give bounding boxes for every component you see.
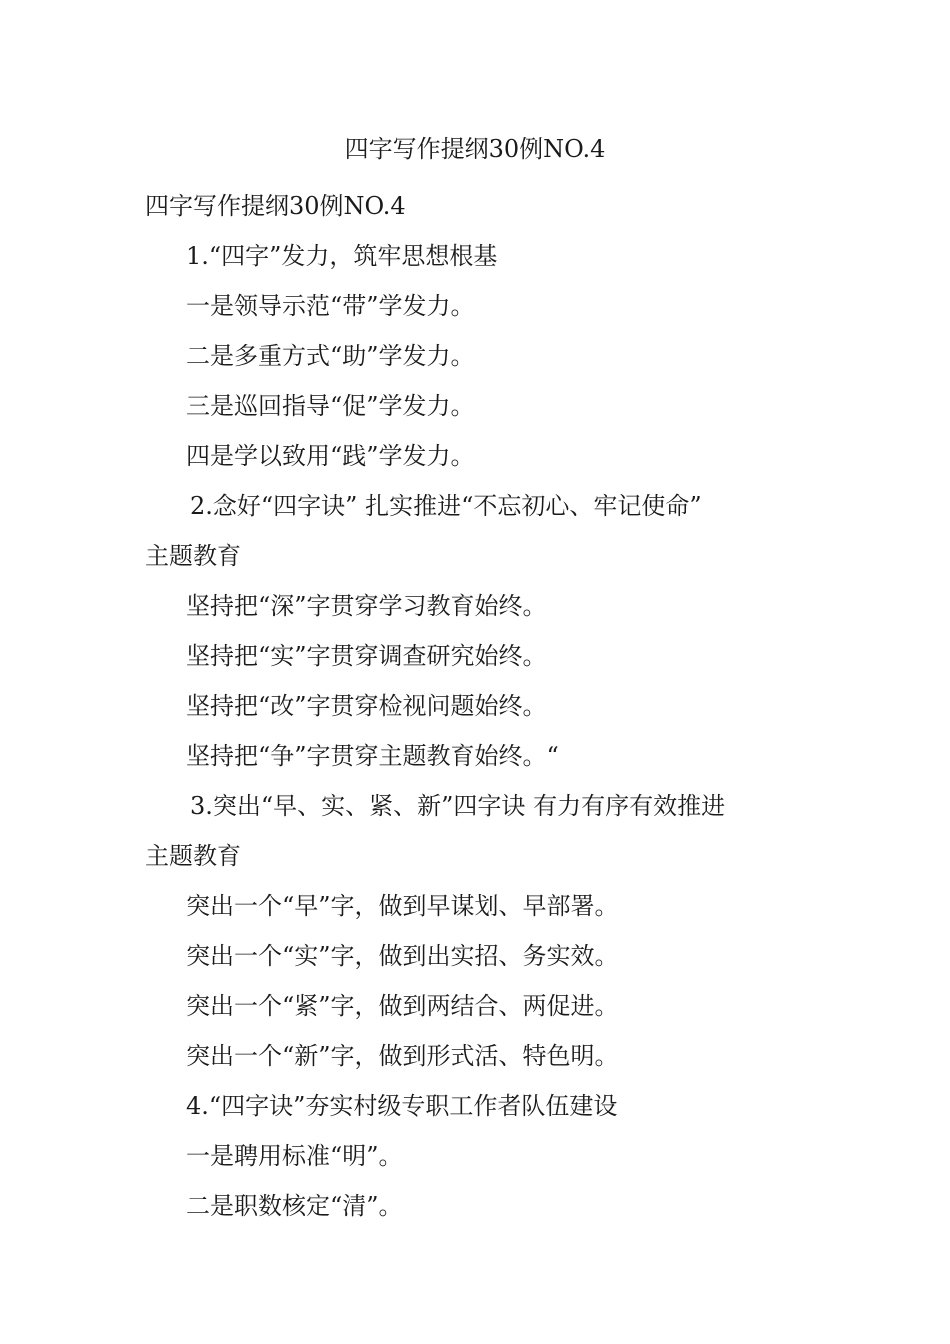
paragraph-line: 二是多重方式“助”学发力。	[186, 342, 475, 370]
subtitle-line: 四字写作提纲30例NO.4	[145, 192, 406, 220]
paragraph-line: 一是领导示范“带”学发力。	[186, 292, 475, 320]
paragraph-line: 突出一个“新”字，做到形式活、特色明。	[186, 1042, 619, 1070]
section-heading-4: 4.“四字诀”夯实村级专职工作者队伍建设	[186, 1092, 618, 1120]
section-heading-3-continued: 主题教育	[145, 842, 241, 870]
paragraph-line: 突出一个“实”字，做到出实招、务实效。	[186, 942, 619, 970]
paragraph-line: 四是学以致用“践”学发力。	[186, 442, 475, 470]
section-heading-2: 2.念好“四字诀” 扎实推进“不忘初心、牢记使命”	[190, 492, 702, 520]
paragraph-line: 坚持把“实”字贯穿调查研究始终。	[186, 642, 547, 670]
document-title: 四字写作提纲30例NO.4	[344, 135, 606, 163]
paragraph-line: 二是职数核定“清”。	[186, 1192, 403, 1220]
paragraph-line: 一是聘用标准“明”。	[186, 1142, 403, 1170]
paragraph-line: 坚持把“深”字贯穿学习教育始终。	[186, 592, 547, 620]
section-heading-2-continued: 主题教育	[145, 542, 241, 570]
paragraph-line: 突出一个“紧”字，做到两结合、两促进。	[186, 992, 619, 1020]
paragraph-line: 三是巡回指导“促”学发力。	[186, 392, 475, 420]
document-body	[145, 181, 825, 1231]
section-heading-1: 1.“四字”发力，筑牢思想根基	[186, 242, 498, 270]
paragraph-line: 坚持把“争”字贯穿主题教育始终。“	[186, 742, 559, 770]
section-heading-3: 3.突出“早、实、紧、新”四字诀 有力有序有效推进	[190, 792, 726, 820]
paragraph-line: 突出一个“早”字，做到早谋划、早部署。	[186, 892, 619, 920]
paragraph-line: 坚持把“改”字贯穿检视问题始终。	[186, 692, 547, 720]
